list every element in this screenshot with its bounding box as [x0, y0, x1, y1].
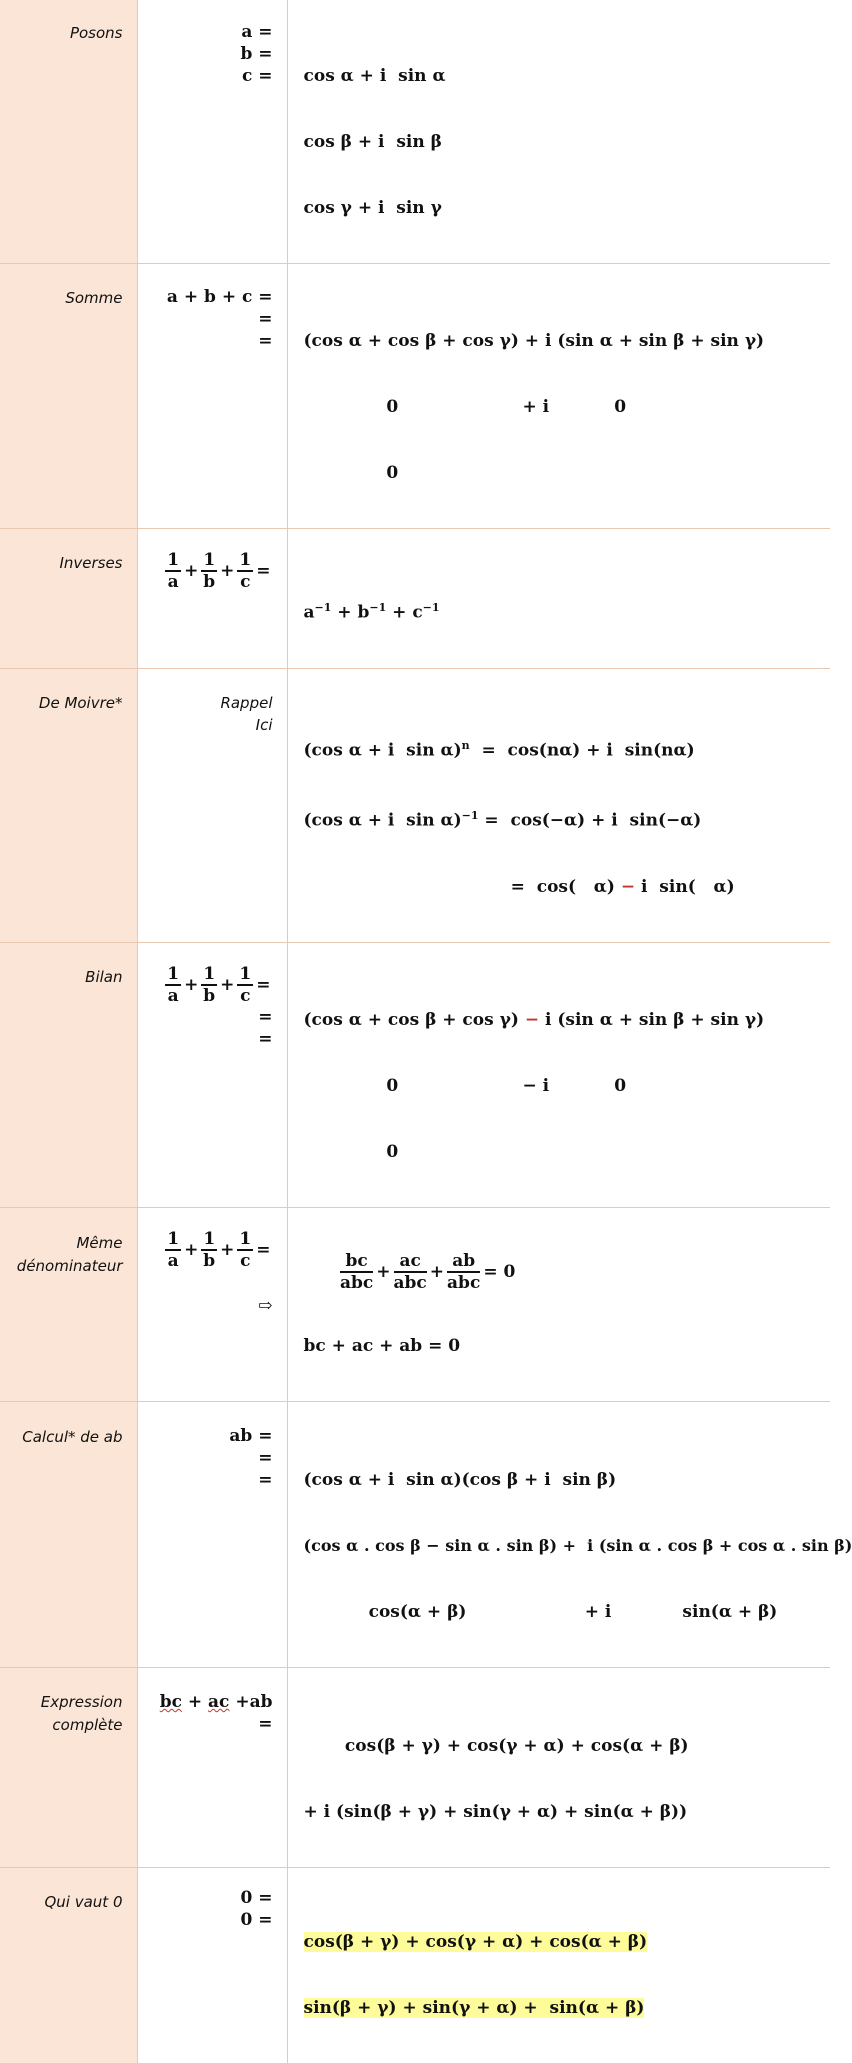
right-line [304, 597, 831, 624]
right-line [304, 805, 831, 832]
numerator: 1 [239, 550, 252, 570]
denominator: c [240, 1250, 251, 1271]
exponent: −1 [314, 601, 332, 614]
left-line: Rappel [220, 693, 273, 712]
right-posons [287, 0, 830, 264]
label-meme-denominateur [0, 1207, 137, 1401]
row-meme-denominateur [0, 1207, 830, 1401]
left-line: = [258, 331, 273, 351]
row-qui-vaut-zero [0, 1867, 830, 2063]
label-text: De Moivre* [38, 693, 123, 712]
label-text: Posons [69, 24, 123, 42]
left-line: = [258, 309, 273, 329]
right-inverses [287, 529, 830, 669]
implies-arrow-icon: ⇨ [258, 1295, 273, 1316]
term: = cos( α) [303, 876, 621, 897]
left-somme [137, 264, 287, 529]
numerator: 1 [167, 1228, 180, 1249]
right-line: (cos α + cos β + cos γ) + i (sin α + sin β + sin γ) [303, 331, 765, 351]
label-text: Calcul* de ab [22, 1427, 123, 1446]
term: a [303, 602, 315, 623]
reciprocal-sum [164, 964, 272, 1006]
right-line: 0 + i 0 [303, 397, 627, 417]
right-bilan [287, 942, 830, 1207]
label-expression-complete [0, 1667, 137, 1867]
left-line: ab = [229, 1425, 273, 1446]
label-text: Même [76, 1233, 123, 1252]
label-qui-vaut-zero [0, 1867, 137, 2063]
denominator: b [203, 572, 216, 592]
right-line [304, 1009, 831, 1031]
left-line: b = [240, 44, 273, 64]
plus: + [184, 561, 199, 581]
highlighted-cos-sum: cos(β + γ) + cos(γ + α) + cos(α + β) [303, 1931, 648, 1952]
label-text: Qui vaut 0 [44, 1892, 123, 1911]
left-qui-vaut-zero [137, 1867, 287, 2063]
numerator: 1 [167, 963, 180, 984]
row-bilan [0, 942, 830, 1207]
term: i (sin α + sin β + sin γ) [539, 1009, 765, 1030]
row-somme [0, 264, 830, 529]
label-text: dénominateur [16, 1256, 123, 1275]
numerator: 1 [203, 963, 216, 984]
reciprocal-sum [164, 550, 272, 592]
row-demoivre [0, 668, 830, 942]
term: + [181, 1691, 209, 1712]
left-calcul-ab [137, 1401, 287, 1667]
fraction [340, 1251, 373, 1293]
exponent: n [461, 738, 470, 752]
right-line [304, 876, 831, 898]
left-line: Ici [255, 715, 273, 734]
left-line: a = [241, 22, 273, 42]
left-inverses [137, 529, 287, 669]
numerator: 1 [203, 550, 216, 570]
denominator: b [203, 1250, 216, 1271]
left-line: = [258, 1028, 273, 1049]
denominator: a [167, 1250, 179, 1271]
numerator: 1 [239, 1228, 252, 1249]
term: (cos α + i sin α) [303, 810, 462, 831]
label-text: complète [52, 1715, 123, 1734]
numerator: ab [447, 1251, 480, 1273]
plus: + [376, 1261, 391, 1282]
fraction [201, 964, 217, 1006]
fraction [237, 550, 253, 592]
label-posons [0, 0, 137, 264]
right-line [304, 1997, 831, 2019]
right-demoivre [287, 668, 830, 942]
label-text: Expression [40, 1692, 123, 1711]
denominator: abc [393, 1272, 427, 1293]
plus: + [220, 561, 235, 581]
plus: + [184, 974, 199, 995]
right-line: 0 − i 0 [303, 1075, 627, 1096]
fraction [165, 964, 181, 1006]
term: (cos α + cos β + cos γ) [303, 1009, 525, 1030]
fraction [201, 550, 217, 592]
right-expression-complete [287, 1667, 830, 1867]
row-posons [0, 0, 830, 264]
numerator: 1 [239, 963, 252, 984]
term: + b [331, 602, 370, 623]
denominator: a [167, 572, 179, 592]
fraction [165, 550, 181, 592]
term: i sin( α) [635, 876, 735, 897]
right-line: (cos α . cos β − sin α . sin β) + i (sin α . cos β + cos α . sin β) [303, 1535, 852, 1555]
equals-zero: = 0 [483, 1261, 516, 1282]
exponent: −1 [422, 601, 440, 614]
term: +ab [229, 1691, 273, 1712]
exponent: −1 [369, 601, 387, 614]
equals: = [256, 1239, 271, 1260]
minus-sign: − [620, 876, 636, 897]
minus-sign: − [524, 1009, 540, 1030]
right-line [304, 1931, 831, 1953]
label-somme [0, 264, 137, 529]
plus: + [220, 1239, 235, 1260]
right-line [304, 735, 831, 762]
left-line: = [258, 1006, 273, 1027]
fraction [237, 964, 253, 1006]
label-inverses [0, 529, 137, 669]
left-posons [137, 0, 287, 264]
left-line: 0 = [240, 1887, 273, 1908]
label-bilan [0, 942, 137, 1207]
right-line: cos γ + i sin γ [303, 198, 442, 218]
plus: + [429, 1261, 445, 1282]
denominator: abc [447, 1272, 481, 1293]
right-meme-denominateur [287, 1207, 830, 1401]
fraction [447, 1251, 480, 1293]
right-line: cos α + i sin α [303, 66, 446, 86]
plus: + [220, 974, 235, 995]
denominator: abc [340, 1272, 374, 1293]
term: + c [386, 602, 423, 623]
numerator: 1 [167, 550, 180, 570]
left-meme-denominateur [137, 1207, 287, 1401]
right-qui-vaut-zero [287, 1867, 830, 2063]
row-expression-complete [0, 1667, 830, 1867]
term: = cos(nα) + i sin(nα) [469, 740, 695, 761]
label-calcul-ab [0, 1401, 137, 1667]
exponent: −1 [461, 809, 479, 823]
term: = cos(−α) + i sin(−α) [478, 810, 702, 831]
left-expression-complete [137, 1667, 287, 1867]
left-line: 0 = [240, 1909, 273, 1930]
fraction [237, 1229, 253, 1271]
denominator: c [240, 985, 251, 1006]
denominator: c [240, 572, 251, 592]
left-bilan [137, 942, 287, 1207]
right-calcul-ab [287, 1401, 852, 1667]
label-text: Bilan [85, 967, 123, 986]
reciprocal-sum [164, 1229, 272, 1271]
fraction [394, 1251, 427, 1293]
term: ac [208, 1691, 230, 1712]
fraction [165, 1229, 181, 1271]
left-line: = [258, 1469, 273, 1490]
common-denominator-sum [339, 1251, 517, 1293]
label-text: Somme [65, 289, 123, 307]
right-line: 0 [303, 463, 399, 483]
term: (cos α + i sin α) [303, 740, 462, 761]
numerator: bc [340, 1251, 373, 1273]
row-inverses [0, 529, 830, 669]
fraction [201, 1229, 217, 1271]
highlighted-sin-sum: sin(β + γ) + sin(γ + α) + sin(α + β) [303, 1997, 645, 2018]
right-line: cos(β + γ) + cos(γ + α) + cos(α + β) [303, 1735, 689, 1756]
left-line: a + b + c = [166, 287, 273, 307]
term: bc [159, 1691, 182, 1712]
right-line: 0 [303, 1141, 399, 1162]
left-demoivre [137, 668, 287, 942]
right-line: cos β + i sin β [303, 132, 442, 152]
left-line: = [258, 1447, 273, 1468]
row-calcul-ab [0, 1401, 830, 1667]
left-line: c = [241, 66, 273, 86]
right-line: (cos α + i sin α)(cos β + i sin β) [303, 1469, 617, 1490]
right-line: cos(α + β) + i sin(α + β) [303, 1601, 778, 1622]
label-demoivre [0, 668, 137, 942]
equals: = [256, 561, 271, 581]
left-line [138, 1691, 273, 1713]
numerator: 1 [203, 1228, 216, 1249]
label-text: Inverses [59, 554, 123, 572]
numerator: ac [394, 1251, 427, 1273]
left-line: = [258, 1713, 273, 1734]
right-somme [287, 264, 830, 529]
equals: = [256, 974, 271, 995]
right-line: bc + ac + ab = 0 [303, 1335, 461, 1356]
right-line: + i (sin(β + γ) + sin(γ + α) + sin(α + β)) [303, 1801, 688, 1822]
denominator: b [203, 985, 216, 1006]
plus: + [184, 1239, 199, 1260]
denominator: a [167, 985, 179, 1006]
